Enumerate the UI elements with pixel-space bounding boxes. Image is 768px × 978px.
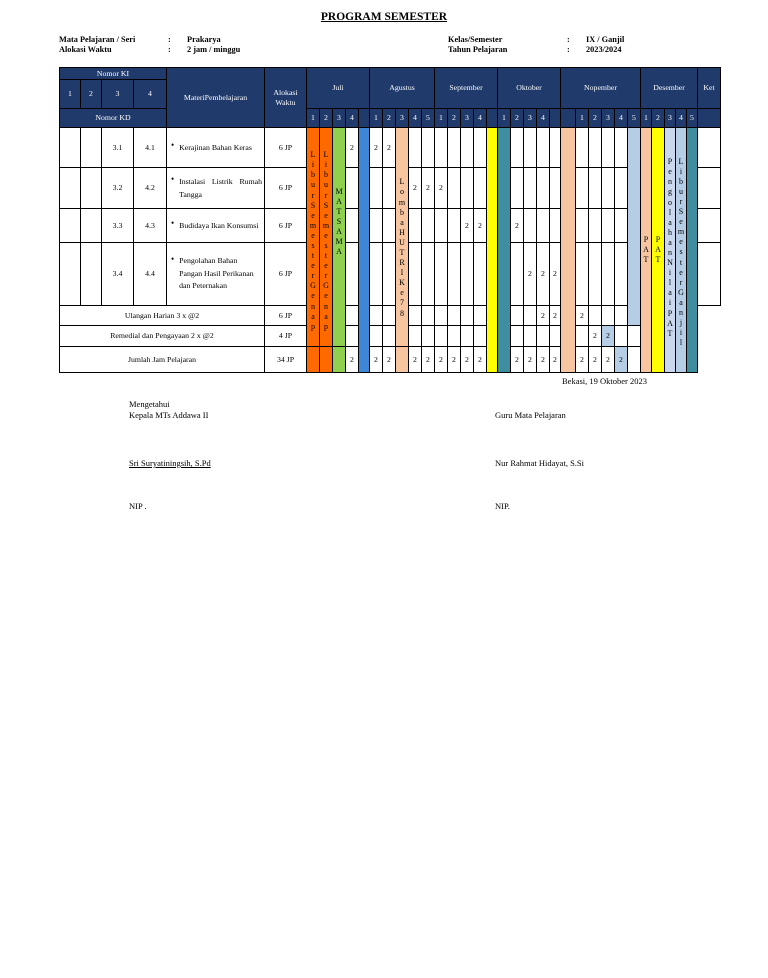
- program-semester-table: [59, 67, 721, 373]
- jp-cell: 34 JP: [265, 347, 307, 373]
- table-row: [60, 326, 721, 347]
- kd-3: 3.4: [102, 243, 134, 306]
- week-cell: 1: [641, 109, 652, 128]
- materi-cell: • Budidaya Ikan Konsumsi: [167, 209, 265, 243]
- cell-value: 2: [435, 168, 448, 209]
- place-date: Bekasi, 19 Oktober 2023: [562, 376, 647, 386]
- pat-column-1: P A T: [641, 128, 652, 373]
- week-cell: 5: [628, 109, 641, 128]
- week-cell: 3: [333, 109, 346, 128]
- table-row: [60, 347, 721, 373]
- header-materi: MateriPembelajaran: [167, 68, 265, 128]
- cell-value: 2: [524, 243, 537, 306]
- week-cell: 2: [320, 109, 333, 128]
- week-cell: 4: [615, 109, 628, 128]
- cell-value: 2: [409, 347, 422, 373]
- materi-cell: • Instalasi Listrik Rumah Tangga: [167, 168, 265, 209]
- week-cell: 3: [665, 109, 676, 128]
- libur-semester-genap-2: L i b u r S e m e s t e r G e n a p: [320, 128, 333, 347]
- jumlah-label: Jumlah Jam Pelajaran: [60, 347, 265, 373]
- cell-value: 2: [422, 168, 435, 209]
- week-cell: 4: [346, 109, 359, 128]
- week-cell: 1: [435, 109, 448, 128]
- libur-semester-ganjil-column: L i b u r S e m e s t e r G a n j i l: [676, 128, 687, 373]
- header-ket: Ket: [698, 68, 721, 109]
- cell-value: 2: [370, 128, 383, 168]
- kepala-nip: NIP .: [129, 501, 147, 511]
- week-cell: 3: [396, 109, 409, 128]
- week-cell: 4: [537, 109, 550, 128]
- week-cell: 2: [448, 109, 461, 128]
- cell-value: 2: [383, 128, 396, 168]
- week-cell: 1: [370, 109, 383, 128]
- meta-right: [448, 35, 668, 55]
- mapel-label: Mata Pelajaran / Seri: [59, 35, 136, 44]
- cell-value: 2: [537, 347, 550, 373]
- header-month-nopember: Nopember: [561, 68, 641, 109]
- week-cell: 5: [687, 109, 698, 128]
- table-row: [60, 306, 721, 326]
- cell-value: 2: [422, 347, 435, 373]
- meta-sep: :: [567, 35, 570, 44]
- kd-4: 4.1: [134, 128, 167, 168]
- meta-left: [59, 35, 319, 55]
- cell-value: 2: [537, 243, 550, 306]
- cell-value: 2: [576, 347, 589, 373]
- mapel-value: Prakarya: [187, 35, 221, 44]
- cell-value: 2: [576, 306, 589, 326]
- pengolahan-nilai-pat-column: P e n g o l a h a n N i l a i P A T: [665, 128, 676, 373]
- guru-name: Nur Rahmat Hidayat, S.Si: [495, 458, 585, 468]
- cell-value: 2: [383, 347, 396, 373]
- week-cell: 1: [307, 109, 320, 128]
- cell-value: 2: [550, 347, 561, 373]
- kelas-value: IX / Ganjil: [586, 35, 625, 44]
- alokasi-label: Alokasi Waktu: [59, 45, 112, 54]
- header-month-desember: Desember: [641, 68, 698, 109]
- cell-value: 2: [461, 209, 474, 243]
- kd-4: 4.3: [134, 209, 167, 243]
- table-row: [60, 128, 721, 168]
- week-cell: [561, 109, 576, 128]
- meta-sep: :: [567, 45, 570, 54]
- cell-value: 2: [511, 209, 524, 243]
- alokasi-value: 2 jam / minggu: [187, 45, 241, 54]
- week-cell: 1: [498, 109, 511, 128]
- cell-value: 2: [461, 347, 474, 373]
- guru-label: Guru Mata Pelajaran: [495, 410, 566, 420]
- cell-value: 2: [370, 347, 383, 373]
- matsama-column: M A T S A M A: [333, 128, 346, 347]
- header-ki-3: 3: [102, 80, 134, 109]
- week-cell: 2: [589, 109, 602, 128]
- cell-value: 2: [602, 326, 615, 347]
- table-row: [60, 209, 721, 243]
- cell-value: 2: [602, 347, 615, 373]
- table-row: [60, 243, 721, 306]
- week-cell: [550, 109, 561, 128]
- week-cell: 2: [511, 109, 524, 128]
- lomba-hut-ri-column: L o m b a H U T R I K e 7 8: [396, 128, 409, 347]
- mengetahui-label: Mengetahui: [129, 399, 170, 409]
- jp-cell: 6 JP: [265, 306, 307, 326]
- jp-cell: 4 JP: [265, 326, 307, 347]
- jp-cell: 6 JP: [265, 209, 307, 243]
- tahun-value: 2023/2024: [586, 45, 622, 54]
- week-cell: 4: [474, 109, 487, 128]
- kd-4: 4.2: [134, 168, 167, 209]
- libur-semester-genap-1: L i b u r S e m e s t e r G e n a p: [307, 128, 320, 347]
- ulangan-label: Ulangan Harian 3 x @2: [60, 306, 265, 326]
- week-cell: [698, 109, 721, 128]
- cell-value: 2: [537, 306, 550, 326]
- kelas-label: Kelas/Semester: [448, 35, 503, 44]
- week-cell: 2: [383, 109, 396, 128]
- meta-sep: :: [168, 35, 171, 44]
- kepala-label: Kepala MTs Addawa II: [129, 410, 209, 420]
- kd-3: 3.3: [102, 209, 134, 243]
- kepala-name: Sri Suryatiningsih, S.Pd: [129, 458, 211, 468]
- page-title: PROGRAM SEMESTER: [320, 11, 448, 23]
- header-nomor-ki: Nomor KI: [60, 68, 167, 80]
- header-month-september: September: [435, 68, 498, 109]
- kd-3: 3.1: [102, 128, 134, 168]
- meta-sep: :: [168, 45, 171, 54]
- week-cell: 4: [676, 109, 687, 128]
- kd-3: 3.2: [102, 168, 134, 209]
- cell-value: 2: [615, 347, 628, 373]
- cell-value: 2: [474, 209, 487, 243]
- week-cell: 3: [602, 109, 615, 128]
- cell-value: 2: [589, 326, 602, 347]
- cell-value: 2: [448, 347, 461, 373]
- cell-value: 2: [524, 347, 537, 373]
- tahun-label: Tahun Pelajaran: [448, 45, 508, 54]
- table-row: [60, 168, 721, 209]
- guru-nip: NIP.: [495, 501, 510, 511]
- week-cell: [487, 109, 498, 128]
- week-cell: 1: [576, 109, 589, 128]
- remedial-label: Remedial dan Pengayaan 2 x @2: [60, 326, 265, 347]
- header-alokasi: Alokasi Waktu: [265, 68, 307, 128]
- jp-cell: 6 JP: [265, 128, 307, 168]
- cell-value: 2: [409, 168, 422, 209]
- cell-value: 2: [589, 347, 602, 373]
- header-nomor-kd: Nomor KD: [60, 109, 167, 128]
- materi-cell: • Kerajinan Bahan Keras: [167, 128, 265, 168]
- cell-value: 2: [474, 347, 487, 373]
- cell-value: 2: [346, 128, 359, 168]
- week-cell: 3: [524, 109, 537, 128]
- header-ki-2: 2: [81, 80, 102, 109]
- week-cell: 3: [461, 109, 474, 128]
- header-month-agustus: Agustus: [370, 68, 435, 109]
- jp-cell: 6 JP: [265, 168, 307, 209]
- cell-value: 2: [550, 306, 561, 326]
- jp-cell: 6 JP: [265, 243, 307, 306]
- cell-value: 2: [550, 243, 561, 306]
- header-month-juli: Juli: [307, 68, 370, 109]
- header-ki-1: 1: [60, 80, 81, 109]
- header-month-oktober: Oktober: [498, 68, 561, 109]
- week-cell: 2: [652, 109, 665, 128]
- cell-value: 2: [511, 347, 524, 373]
- week-cell: 4: [409, 109, 422, 128]
- pat-column-2: P A T: [652, 128, 665, 373]
- materi-cell: • Pengolahan Bahan Pangan Hasil Perikanan dan Peternakan: [167, 243, 265, 306]
- week-cell: [359, 109, 370, 128]
- header-ki-4: 4: [134, 80, 167, 109]
- kd-4: 4.4: [134, 243, 167, 306]
- cell-value: 2: [435, 347, 448, 373]
- cell-value: 2: [346, 347, 359, 373]
- week-cell: 5: [422, 109, 435, 128]
